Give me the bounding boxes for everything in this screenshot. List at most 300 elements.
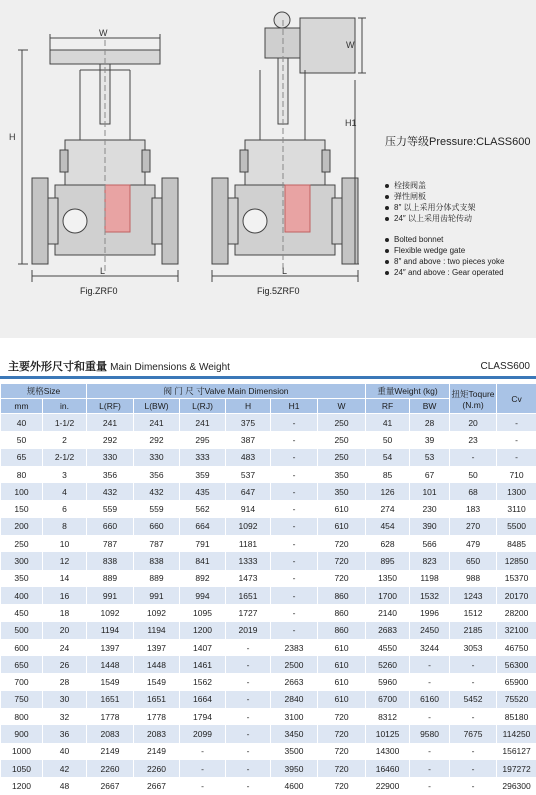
- table-cell: 1-1/2: [43, 414, 87, 432]
- table-cell: 65900: [497, 673, 536, 690]
- table-cell: 1243: [450, 587, 497, 604]
- figure-caption-right: Fig.5ZRF0: [257, 286, 300, 296]
- subheader-cell: L(BW): [134, 399, 180, 414]
- table-cell: 994: [180, 587, 226, 604]
- table-cell: 75520: [497, 691, 536, 708]
- table-cell: 4: [43, 483, 87, 500]
- table-cell: 988: [450, 570, 497, 587]
- table-cell: 350: [1, 570, 43, 587]
- table-cell: 5260: [366, 656, 410, 673]
- header-size: 规格Size: [1, 384, 87, 399]
- dimension-w-label-right: W: [346, 40, 355, 50]
- table-cell: 6700: [366, 691, 410, 708]
- table-cell: -: [450, 449, 497, 466]
- table-cell: 628: [366, 535, 410, 552]
- table-cell: 20: [43, 622, 87, 639]
- table-cell: 387: [226, 431, 271, 448]
- table-cell: 250: [318, 449, 366, 466]
- table-cell: 2840: [271, 691, 318, 708]
- table-row: [1, 466, 536, 483]
- table-row: [1, 708, 536, 725]
- table-cell: -: [271, 604, 318, 621]
- table-cell: 241: [180, 414, 226, 432]
- table-cell: 10: [43, 535, 87, 552]
- table-cell: 1664: [180, 691, 226, 708]
- table-row: [1, 639, 536, 656]
- table-cell: 1350: [366, 570, 410, 587]
- table-cell: 6: [43, 500, 87, 517]
- table-cell: 18: [43, 604, 87, 621]
- table-cell: 22900: [366, 777, 410, 794]
- table-row: [1, 483, 536, 500]
- table-row: [1, 552, 536, 569]
- table-cell: 2260: [87, 760, 134, 777]
- table-cell: 720: [318, 743, 366, 760]
- table-cell: -: [450, 760, 497, 777]
- table-cell: 40: [1, 414, 43, 432]
- table-cell: -: [271, 466, 318, 483]
- table-cell: 1092: [226, 518, 271, 535]
- table-cell: 1200: [180, 622, 226, 639]
- table-cell: 50: [366, 431, 410, 448]
- bullet-icon: [385, 249, 389, 253]
- table-cell: 40: [43, 743, 87, 760]
- table-row: [1, 673, 536, 690]
- table-cell: 1333: [226, 552, 271, 569]
- bullet-icon: [385, 217, 389, 221]
- table-cell: 8485: [497, 535, 536, 552]
- table-cell: 85180: [497, 708, 536, 725]
- table-cell: 230: [410, 500, 450, 517]
- table-row: [1, 500, 536, 517]
- table-cell: 650: [1, 656, 43, 673]
- table-cell: 1532: [410, 587, 450, 604]
- table-cell: 860: [318, 604, 366, 621]
- table-cell: 356: [87, 466, 134, 483]
- table-cell: 2450: [410, 622, 450, 639]
- table-cell: 292: [87, 431, 134, 448]
- table-row: [1, 622, 536, 639]
- table-row: [1, 725, 536, 742]
- table-cell: -: [410, 760, 450, 777]
- table-row: [1, 656, 536, 673]
- table-cell: 150: [1, 500, 43, 517]
- table-cell: -: [410, 673, 450, 690]
- table-cell: 2083: [87, 725, 134, 742]
- subheader-cell: H: [226, 399, 271, 414]
- feature-en-1: Bolted bonnet: [385, 234, 443, 245]
- table-cell: 28: [410, 414, 450, 432]
- dimension-l-label: L: [100, 266, 105, 276]
- table-cell: 2099: [180, 725, 226, 742]
- table-cell: 56300: [497, 656, 536, 673]
- feature-en-2: Flexible wedge gate: [385, 245, 465, 256]
- dimension-l-label-right: L: [282, 266, 287, 276]
- table-row: [1, 449, 536, 466]
- table-cell: 720: [318, 570, 366, 587]
- table-cell: -: [226, 743, 271, 760]
- table-cell: 12: [43, 552, 87, 569]
- table-cell: 24: [43, 639, 87, 656]
- table-cell: 101: [410, 483, 450, 500]
- table-cell: 1562: [180, 673, 226, 690]
- table-cell: 1651: [226, 587, 271, 604]
- table-cell: 610: [318, 656, 366, 673]
- table-cell: -: [226, 777, 271, 794]
- table-cell: 126: [366, 483, 410, 500]
- table-row: [1, 743, 536, 760]
- table-cell: 823: [410, 552, 450, 569]
- table-cell: 295: [180, 431, 226, 448]
- table-cell: 454: [366, 518, 410, 535]
- table-cell: 650: [450, 552, 497, 569]
- table-cell: 1092: [134, 604, 180, 621]
- table-cell: 50: [450, 466, 497, 483]
- table-cell: 895: [366, 552, 410, 569]
- table-cell: 197272: [497, 760, 536, 777]
- table-row: [1, 587, 536, 604]
- table-cell: 500: [1, 622, 43, 639]
- table-header-row: [1, 384, 536, 399]
- table-cell: 892: [180, 570, 226, 587]
- table-cell: 1092: [87, 604, 134, 621]
- table-cell: 183: [450, 500, 497, 517]
- table-cell: 8312: [366, 708, 410, 725]
- table-cell: 1000: [1, 743, 43, 760]
- figure-caption-left: Fig.ZRF0: [80, 286, 118, 296]
- table-cell: 2: [43, 431, 87, 448]
- header-valve-dimension: 阀 门 尺 寸Valve Main Dimension: [87, 384, 366, 399]
- table-cell: 28200: [497, 604, 536, 621]
- bullet-icon: [385, 271, 389, 275]
- table-cell: -: [450, 708, 497, 725]
- table-cell: 660: [134, 518, 180, 535]
- table-cell: 390: [410, 518, 450, 535]
- table-cell: 800: [1, 708, 43, 725]
- table-cell: 241: [87, 414, 134, 432]
- table-cell: 1300: [497, 483, 536, 500]
- table-cell: 720: [318, 725, 366, 742]
- table-cell: 300: [1, 552, 43, 569]
- table-cell: -: [271, 431, 318, 448]
- table-cell: 700: [1, 673, 43, 690]
- table-cell: 838: [87, 552, 134, 569]
- table-cell: 1448: [87, 656, 134, 673]
- table-row: [1, 431, 536, 448]
- table-cell: -: [226, 760, 271, 777]
- table-cell: -: [271, 552, 318, 569]
- subheader-cell: in.: [43, 399, 87, 414]
- table-cell: -: [497, 414, 536, 432]
- table-cell: 720: [318, 552, 366, 569]
- class-label: CLASS600: [481, 361, 530, 372]
- table-cell: -: [180, 777, 226, 794]
- table-cell: 1461: [180, 656, 226, 673]
- table-cell: 65: [1, 449, 43, 466]
- table-cell: 114250: [497, 725, 536, 742]
- pressure-class: 压力等级Pressure:CLASS600: [385, 133, 531, 149]
- table-cell: 270: [450, 518, 497, 535]
- table-cell: 2019: [226, 622, 271, 639]
- table-row: [1, 777, 536, 794]
- table-cell: 375: [226, 414, 271, 432]
- table-cell: -: [271, 449, 318, 466]
- table-cell: 292: [134, 431, 180, 448]
- table-cell: 720: [318, 708, 366, 725]
- table-cell: 41: [366, 414, 410, 432]
- table-cell: 600: [1, 639, 43, 656]
- table-cell: 610: [318, 691, 366, 708]
- table-cell: 2140: [366, 604, 410, 621]
- table-cell: 241: [134, 414, 180, 432]
- table-cell: 710: [497, 466, 536, 483]
- table-cell: 450: [1, 604, 43, 621]
- table-cell: 200: [1, 518, 43, 535]
- table-cell: 3100: [271, 708, 318, 725]
- header-weight: 重量Weight (kg): [366, 384, 450, 399]
- table-cell: 85: [366, 466, 410, 483]
- table-cell: -: [271, 535, 318, 552]
- subheader-cell: mm: [1, 399, 43, 414]
- table-cell: 4550: [366, 639, 410, 656]
- bullet-icon: [385, 184, 389, 188]
- table-cell: 330: [87, 449, 134, 466]
- dimension-h1-label: H1: [345, 118, 357, 128]
- table-cell: -: [497, 449, 536, 466]
- table-cell: 2149: [134, 743, 180, 760]
- table-cell: 296300: [497, 777, 536, 794]
- table-cell: 54: [366, 449, 410, 466]
- table-cell: 1778: [87, 708, 134, 725]
- table-cell: 1194: [87, 622, 134, 639]
- table-cell: 1651: [87, 691, 134, 708]
- table-cell: 1397: [134, 639, 180, 656]
- table-cell: 39: [410, 431, 450, 448]
- table-cell: 432: [134, 483, 180, 500]
- table-cell: 350: [318, 466, 366, 483]
- table-cell: 1194: [134, 622, 180, 639]
- table-cell: -: [450, 743, 497, 760]
- table-cell: 1050: [1, 760, 43, 777]
- table-cell: 664: [180, 518, 226, 535]
- table-cell: 900: [1, 725, 43, 742]
- table-cell: 8: [43, 518, 87, 535]
- table-row: [1, 604, 536, 621]
- drawing-panel: [0, 0, 536, 338]
- table-cell: 791: [180, 535, 226, 552]
- table-cell: -: [271, 500, 318, 517]
- dimensions-table: [0, 383, 536, 795]
- table-cell: 2083: [134, 725, 180, 742]
- table-cell: 28: [43, 673, 87, 690]
- table-cell: 610: [318, 518, 366, 535]
- section-title: 主要外形尺寸和重量 Main Dimensions & Weight: [8, 358, 230, 374]
- table-cell: -: [180, 743, 226, 760]
- table-cell: -: [271, 570, 318, 587]
- table-cell: 333: [180, 449, 226, 466]
- table-cell: 2500: [271, 656, 318, 673]
- table-cell: 5960: [366, 673, 410, 690]
- table-cell: -: [271, 622, 318, 639]
- table-cell: 479: [450, 535, 497, 552]
- table-row: [1, 535, 536, 552]
- table-cell: 1200: [1, 777, 43, 794]
- table-cell: 991: [87, 587, 134, 604]
- table-cell: 20170: [497, 587, 536, 604]
- table-cell: 30: [43, 691, 87, 708]
- table-cell: -: [271, 518, 318, 535]
- subheader-cell: RF: [366, 399, 410, 414]
- table-cell: 15370: [497, 570, 536, 587]
- table-cell: 483: [226, 449, 271, 466]
- table-row: [1, 414, 536, 432]
- table-cell: 250: [318, 414, 366, 432]
- table-cell: -: [450, 656, 497, 673]
- section-divider: [0, 376, 536, 379]
- table-cell: 1198: [410, 570, 450, 587]
- table-cell: 1181: [226, 535, 271, 552]
- table-cell: 274: [366, 500, 410, 517]
- table-cell: 350: [318, 483, 366, 500]
- table-cell: 2683: [366, 622, 410, 639]
- table-row: [1, 570, 536, 587]
- table-cell: 1095: [180, 604, 226, 621]
- subheader-cell: L(RF): [87, 399, 134, 414]
- header-cv: Cv: [497, 384, 536, 414]
- table-cell: 48: [43, 777, 87, 794]
- table-cell: 26: [43, 656, 87, 673]
- feature-cn-2: 弹性闸板: [385, 191, 426, 202]
- table-cell: 1778: [134, 708, 180, 725]
- table-cell: 2667: [87, 777, 134, 794]
- table-cell: 3500: [271, 743, 318, 760]
- feature-cn-1: 栓接阀盖: [385, 180, 426, 191]
- table-cell: 67: [410, 466, 450, 483]
- table-cell: -: [226, 725, 271, 742]
- table-cell: 20: [450, 414, 497, 432]
- bullet-icon: [385, 195, 389, 199]
- table-cell: 1794: [180, 708, 226, 725]
- table-cell: 750: [1, 691, 43, 708]
- feature-en-3: 8″ and above : two pieces yoke: [385, 256, 504, 267]
- table-cell: 359: [180, 466, 226, 483]
- table-cell: 787: [87, 535, 134, 552]
- table-cell: 991: [134, 587, 180, 604]
- table-cell: 1651: [134, 691, 180, 708]
- table-cell: -: [180, 760, 226, 777]
- table-cell: 2663: [271, 673, 318, 690]
- table-cell: 787: [134, 535, 180, 552]
- table-cell: 610: [318, 639, 366, 656]
- table-cell: 1549: [87, 673, 134, 690]
- table-cell: 9580: [410, 725, 450, 742]
- bullet-icon: [385, 260, 389, 264]
- table-cell: -: [271, 483, 318, 500]
- table-cell: 3244: [410, 639, 450, 656]
- table-cell: 10125: [366, 725, 410, 742]
- table-cell: -: [226, 691, 271, 708]
- subheader-cell: H1: [271, 399, 318, 414]
- table-cell: 720: [318, 535, 366, 552]
- subheader-cell: BW: [410, 399, 450, 414]
- table-cell: 14300: [366, 743, 410, 760]
- table-cell: -: [410, 777, 450, 794]
- table-cell: 2149: [87, 743, 134, 760]
- table-cell: 610: [318, 673, 366, 690]
- dimension-h-label: H: [9, 132, 16, 142]
- header-torque: 扭矩Toqure (N.m): [450, 384, 497, 414]
- table-cell: 889: [134, 570, 180, 587]
- table-cell: 2185: [450, 622, 497, 639]
- table-cell: 841: [180, 552, 226, 569]
- table-cell: 914: [226, 500, 271, 517]
- table-cell: 250: [1, 535, 43, 552]
- table-cell: 14: [43, 570, 87, 587]
- table-cell: 3: [43, 466, 87, 483]
- table-cell: -: [271, 587, 318, 604]
- table-cell: 7675: [450, 725, 497, 742]
- table-cell: 68: [450, 483, 497, 500]
- table-cell: 5452: [450, 691, 497, 708]
- table-cell: 46750: [497, 639, 536, 656]
- table-cell: 720: [318, 777, 366, 794]
- table-cell: 432: [87, 483, 134, 500]
- table-cell: 1700: [366, 587, 410, 604]
- table-cell: 400: [1, 587, 43, 604]
- table-cell: 537: [226, 466, 271, 483]
- table-cell: 4600: [271, 777, 318, 794]
- bullet-icon: [385, 238, 389, 242]
- table-cell: 3110: [497, 500, 536, 517]
- table-cell: 3950: [271, 760, 318, 777]
- table-cell: -: [450, 673, 497, 690]
- table-cell: 32100: [497, 622, 536, 639]
- table-cell: -: [410, 708, 450, 725]
- table-cell: 80: [1, 466, 43, 483]
- table-cell: 559: [87, 500, 134, 517]
- table-cell: 3450: [271, 725, 318, 742]
- table-cell: 2383: [271, 639, 318, 656]
- table-cell: -: [271, 414, 318, 432]
- feature-en-4: 24″ and above : Gear operated: [385, 267, 504, 278]
- table-cell: 356: [134, 466, 180, 483]
- table-cell: 250: [318, 431, 366, 448]
- table-cell: 889: [87, 570, 134, 587]
- table-cell: 1996: [410, 604, 450, 621]
- feature-cn-3: 8″ 以上采用分体式支架: [385, 202, 476, 213]
- table-cell: 50: [1, 431, 43, 448]
- table-row: [1, 760, 536, 777]
- subheader-cell: L(RJ): [180, 399, 226, 414]
- table-cell: 100: [1, 483, 43, 500]
- table-cell: 1549: [134, 673, 180, 690]
- table-cell: -: [226, 639, 271, 656]
- table-cell: 720: [318, 760, 366, 777]
- table-cell: 435: [180, 483, 226, 500]
- table-cell: 36: [43, 725, 87, 742]
- table-cell: 647: [226, 483, 271, 500]
- table-cell: 2667: [134, 777, 180, 794]
- table-cell: 610: [318, 500, 366, 517]
- table-cell: 16460: [366, 760, 410, 777]
- table-body: [1, 414, 536, 795]
- table-cell: 5500: [497, 518, 536, 535]
- table-cell: 16: [43, 587, 87, 604]
- table-cell: -: [410, 743, 450, 760]
- table-cell: 660: [87, 518, 134, 535]
- table-cell: 562: [180, 500, 226, 517]
- table-cell: 1397: [87, 639, 134, 656]
